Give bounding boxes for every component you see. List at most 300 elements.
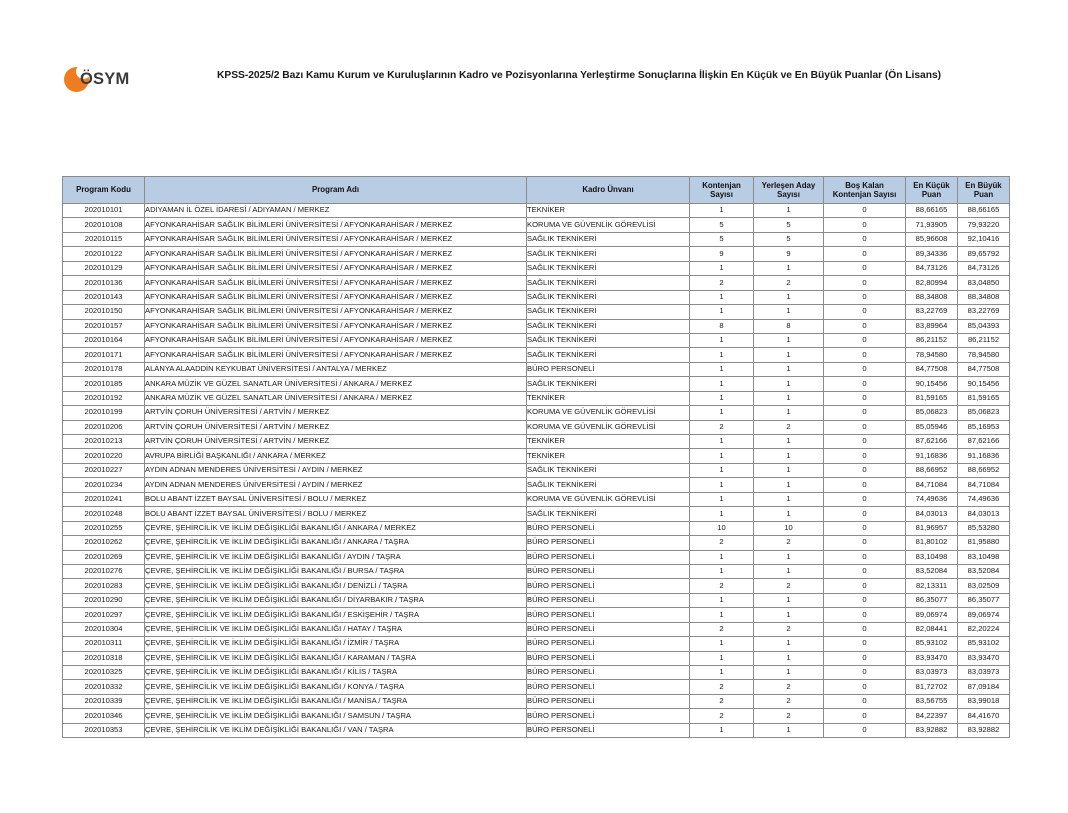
cell-program-adi: ÇEVRE, ŞEHİRCİLİK VE İKLİM DEĞİŞİKLİĞİ BAKANLIĞI / KİLİS / TAŞRA (145, 666, 527, 680)
cell-kadro-unvani: BÜRO PERSONELİ (527, 709, 690, 723)
column-header-yerlesen-aday: Yerleşen Aday Sayısı (754, 177, 824, 204)
cell-en-buyuk-puan: 88,66165 (958, 204, 1010, 218)
table-row (63, 608, 1010, 622)
cell-kadro-unvani: TEKNİKER (527, 449, 690, 463)
cell-en-kucuk-puan: 82,08441 (906, 622, 958, 636)
cell-program-kodu: 202010199 (63, 406, 145, 420)
cell-bos-kalan-kontenjan: 0 (824, 492, 906, 506)
cell-kadro-unvani: SAĞLIK TEKNİKERİ (527, 276, 690, 290)
cell-en-buyuk-puan: 84,73126 (958, 261, 1010, 275)
cell-kontenjan-sayisi: 1 (690, 637, 754, 651)
cell-program-kodu: 202010206 (63, 420, 145, 434)
cell-program-kodu: 202010185 (63, 377, 145, 391)
table-row (63, 391, 1010, 405)
cell-bos-kalan-kontenjan: 0 (824, 593, 906, 607)
table-row (63, 362, 1010, 376)
cell-kadro-unvani: SAĞLIK TEKNİKERİ (527, 247, 690, 261)
cell-program-kodu: 202010108 (63, 218, 145, 232)
cell-yerlesen-aday-sayisi: 1 (754, 305, 824, 319)
cell-en-buyuk-puan: 83,93470 (958, 651, 1010, 665)
cell-yerlesen-aday-sayisi: 1 (754, 377, 824, 391)
osym-logo-text: ÖSYM (80, 69, 130, 88)
cell-en-buyuk-puan: 83,22769 (958, 305, 1010, 319)
cell-bos-kalan-kontenjan: 0 (824, 232, 906, 246)
cell-yerlesen-aday-sayisi: 1 (754, 666, 824, 680)
cell-kadro-unvani: BÜRO PERSONELİ (527, 521, 690, 535)
cell-program-kodu: 202010150 (63, 305, 145, 319)
cell-kadro-unvani: SAĞLIK TEKNİKERİ (527, 290, 690, 304)
cell-program-kodu: 202010164 (63, 333, 145, 347)
column-header-program-kodu: Program Kodu (63, 177, 145, 204)
table-row (63, 622, 1010, 636)
cell-en-kucuk-puan: 90,15456 (906, 377, 958, 391)
cell-program-adi: ÇEVRE, ŞEHİRCİLİK VE İKLİM DEĞİŞİKLİĞİ BAKANLIĞI / HATAY / TAŞRA (145, 622, 527, 636)
cell-program-adi: AYDIN ADNAN MENDERES ÜNİVERSİTESİ / AYDIN / MERKEZ (145, 463, 527, 477)
column-header-kontenjan: Kontenjan Sayısı (690, 177, 754, 204)
table-row (63, 333, 1010, 347)
cell-en-buyuk-puan: 83,03973 (958, 666, 1010, 680)
cell-yerlesen-aday-sayisi: 1 (754, 507, 824, 521)
cell-bos-kalan-kontenjan: 0 (824, 608, 906, 622)
cell-kadro-unvani: BÜRO PERSONELİ (527, 536, 690, 550)
cell-yerlesen-aday-sayisi: 1 (754, 391, 824, 405)
cell-yerlesen-aday-sayisi: 8 (754, 319, 824, 333)
cell-program-adi: AFYONKARAHİSAR SAĞLIK BİLİMLERİ ÜNİVERSİTESİ / AFYONKARAHİSAR / MERKEZ (145, 305, 527, 319)
table-row (63, 550, 1010, 564)
cell-yerlesen-aday-sayisi: 2 (754, 579, 824, 593)
cell-program-kodu: 202010129 (63, 261, 145, 275)
cell-kontenjan-sayisi: 2 (690, 694, 754, 708)
cell-kontenjan-sayisi: 1 (690, 377, 754, 391)
cell-bos-kalan-kontenjan: 0 (824, 348, 906, 362)
cell-en-buyuk-puan: 89,06974 (958, 608, 1010, 622)
cell-en-buyuk-puan: 85,04393 (958, 319, 1010, 333)
cell-bos-kalan-kontenjan: 0 (824, 723, 906, 737)
cell-en-buyuk-puan: 84,71084 (958, 478, 1010, 492)
cell-kadro-unvani: SAĞLIK TEKNİKERİ (527, 348, 690, 362)
cell-en-kucuk-puan: 85,96608 (906, 232, 958, 246)
cell-en-kucuk-puan: 83,10498 (906, 550, 958, 564)
cell-kadro-unvani: BÜRO PERSONELİ (527, 564, 690, 578)
cell-yerlesen-aday-sayisi: 1 (754, 550, 824, 564)
table-row (63, 579, 1010, 593)
cell-program-adi: ÇEVRE, ŞEHİRCİLİK VE İKLİM DEĞİŞİKLİĞİ BAKANLIĞI / MANİSA / TAŞRA (145, 694, 527, 708)
cell-kadro-unvani: SAĞLIK TEKNİKERİ (527, 333, 690, 347)
cell-en-kucuk-puan: 83,93470 (906, 651, 958, 665)
osym-logo (64, 64, 129, 94)
cell-kadro-unvani: TEKNİKER (527, 391, 690, 405)
cell-en-kucuk-puan: 89,06974 (906, 608, 958, 622)
cell-yerlesen-aday-sayisi: 2 (754, 694, 824, 708)
cell-bos-kalan-kontenjan: 0 (824, 536, 906, 550)
cell-en-buyuk-puan: 85,16953 (958, 420, 1010, 434)
cell-program-kodu: 202010339 (63, 694, 145, 708)
cell-kadro-unvani: TEKNİKER (527, 435, 690, 449)
cell-kadro-unvani: KORUMA VE GÜVENLİK GÖREVLİSİ (527, 492, 690, 506)
cell-en-kucuk-puan: 84,71084 (906, 478, 958, 492)
cell-program-adi: AVRUPA BİRLİĞİ BAŞKANLIĞI / ANKARA / MERKEZ (145, 449, 527, 463)
cell-en-buyuk-puan: 91,16836 (958, 449, 1010, 463)
cell-bos-kalan-kontenjan: 0 (824, 579, 906, 593)
table-row (63, 478, 1010, 492)
cell-kontenjan-sayisi: 2 (690, 709, 754, 723)
cell-program-adi: ARTVİN ÇORUH ÜNİVERSİTESİ / ARTVİN / MERKEZ (145, 420, 527, 434)
cell-en-kucuk-puan: 83,52084 (906, 564, 958, 578)
cell-en-buyuk-puan: 84,03013 (958, 507, 1010, 521)
cell-yerlesen-aday-sayisi: 1 (754, 449, 824, 463)
cell-program-kodu: 202010311 (63, 637, 145, 651)
cell-kontenjan-sayisi: 9 (690, 247, 754, 261)
cell-kontenjan-sayisi: 1 (690, 391, 754, 405)
table-row (63, 463, 1010, 477)
cell-en-kucuk-puan: 81,72702 (906, 680, 958, 694)
cell-kadro-unvani: SAĞLIK TEKNİKERİ (527, 261, 690, 275)
results-table-container (62, 176, 1009, 738)
cell-bos-kalan-kontenjan: 0 (824, 666, 906, 680)
cell-kontenjan-sayisi: 1 (690, 550, 754, 564)
cell-kadro-unvani: TEKNİKER (527, 204, 690, 218)
table-row (63, 218, 1010, 232)
cell-bos-kalan-kontenjan: 0 (824, 420, 906, 434)
cell-kontenjan-sayisi: 1 (690, 723, 754, 737)
cell-bos-kalan-kontenjan: 0 (824, 507, 906, 521)
cell-en-buyuk-puan: 74,49636 (958, 492, 1010, 506)
cell-kontenjan-sayisi: 5 (690, 218, 754, 232)
cell-bos-kalan-kontenjan: 0 (824, 435, 906, 449)
column-header-program-adi: Program Adı (145, 177, 527, 204)
cell-kontenjan-sayisi: 1 (690, 666, 754, 680)
cell-yerlesen-aday-sayisi: 1 (754, 348, 824, 362)
cell-kadro-unvani: SAĞLIK TEKNİKERİ (527, 463, 690, 477)
cell-en-kucuk-puan: 84,73126 (906, 261, 958, 275)
table-row (63, 536, 1010, 550)
cell-en-buyuk-puan: 81,95880 (958, 536, 1010, 550)
cell-en-buyuk-puan: 83,92882 (958, 723, 1010, 737)
cell-en-kucuk-puan: 83,22769 (906, 305, 958, 319)
cell-kontenjan-sayisi: 1 (690, 362, 754, 376)
cell-program-kodu: 202010262 (63, 536, 145, 550)
cell-en-buyuk-puan: 85,06823 (958, 406, 1010, 420)
cell-program-adi: AFYONKARAHİSAR SAĞLIK BİLİMLERİ ÜNİVERSİTESİ / AFYONKARAHİSAR / MERKEZ (145, 276, 527, 290)
cell-program-adi: ARTVİN ÇORUH ÜNİVERSİTESİ / ARTVİN / MERKEZ (145, 406, 527, 420)
cell-kontenjan-sayisi: 1 (690, 564, 754, 578)
cell-yerlesen-aday-sayisi: 1 (754, 723, 824, 737)
cell-program-kodu: 202010178 (63, 362, 145, 376)
cell-yerlesen-aday-sayisi: 1 (754, 362, 824, 376)
cell-program-kodu: 202010115 (63, 232, 145, 246)
cell-en-kucuk-puan: 82,80994 (906, 276, 958, 290)
cell-bos-kalan-kontenjan: 0 (824, 333, 906, 347)
cell-yerlesen-aday-sayisi: 2 (754, 680, 824, 694)
cell-program-adi: ÇEVRE, ŞEHİRCİLİK VE İKLİM DEĞİŞİKLİĞİ BAKANLIĞI / İZMİR / TAŞRA (145, 637, 527, 651)
cell-yerlesen-aday-sayisi: 2 (754, 276, 824, 290)
cell-en-kucuk-puan: 83,92882 (906, 723, 958, 737)
cell-en-buyuk-puan: 83,02509 (958, 579, 1010, 593)
cell-program-adi: ADIYAMAN İL ÖZEL İDARESİ / ADIYAMAN / MERKEZ (145, 204, 527, 218)
table-row (63, 232, 1010, 246)
cell-en-buyuk-puan: 85,93102 (958, 637, 1010, 651)
cell-bos-kalan-kontenjan: 0 (824, 463, 906, 477)
cell-yerlesen-aday-sayisi: 2 (754, 709, 824, 723)
cell-en-kucuk-puan: 83,03973 (906, 666, 958, 680)
cell-bos-kalan-kontenjan: 0 (824, 391, 906, 405)
cell-program-adi: ÇEVRE, ŞEHİRCİLİK VE İKLİM DEĞİŞİKLİĞİ BAKANLIĞI / ANKARA / TAŞRA (145, 536, 527, 550)
cell-program-kodu: 202010297 (63, 608, 145, 622)
cell-yerlesen-aday-sayisi: 1 (754, 435, 824, 449)
cell-en-kucuk-puan: 81,59165 (906, 391, 958, 405)
cell-yerlesen-aday-sayisi: 2 (754, 536, 824, 550)
cell-kadro-unvani: KORUMA VE GÜVENLİK GÖREVLİSİ (527, 420, 690, 434)
cell-en-buyuk-puan: 83,04850 (958, 276, 1010, 290)
cell-program-kodu: 202010353 (63, 723, 145, 737)
cell-program-adi: ÇEVRE, ŞEHİRCİLİK VE İKLİM DEĞİŞİKLİĞİ BAKANLIĞI / ANKARA / MERKEZ (145, 521, 527, 535)
table-row (63, 305, 1010, 319)
table-row (63, 637, 1010, 651)
cell-kontenjan-sayisi: 2 (690, 622, 754, 636)
cell-en-kucuk-puan: 81,80102 (906, 536, 958, 550)
table-row (63, 694, 1010, 708)
cell-en-buyuk-puan: 86,35077 (958, 593, 1010, 607)
cell-program-kodu: 202010143 (63, 290, 145, 304)
cell-en-kucuk-puan: 78,94580 (906, 348, 958, 362)
cell-program-kodu: 202010157 (63, 319, 145, 333)
cell-en-buyuk-puan: 81,59165 (958, 391, 1010, 405)
cell-en-kucuk-puan: 81,96957 (906, 521, 958, 535)
cell-en-kucuk-puan: 86,21152 (906, 333, 958, 347)
page-title: KPSS-2025/2 Bazı Kamu Kurum ve Kuruluşlarının Kadro ve Pozisyonlarına Yerleştirme Sonuçlarına İlişkin En Küçük ve En Büyük Puanlar (Ön Lisans) (216, 70, 942, 81)
results-table (62, 176, 1010, 738)
cell-kontenjan-sayisi: 1 (690, 333, 754, 347)
cell-kadro-unvani: SAĞLIK TEKNİKERİ (527, 232, 690, 246)
cell-kontenjan-sayisi: 5 (690, 232, 754, 246)
cell-kontenjan-sayisi: 1 (690, 478, 754, 492)
cell-en-buyuk-puan: 89,65792 (958, 247, 1010, 261)
cell-kadro-unvani: BÜRO PERSONELİ (527, 694, 690, 708)
cell-kadro-unvani: KORUMA VE GÜVENLİK GÖREVLİSİ (527, 218, 690, 232)
cell-kadro-unvani: BÜRO PERSONELİ (527, 651, 690, 665)
cell-en-buyuk-puan: 87,62166 (958, 435, 1010, 449)
table-row (63, 723, 1010, 737)
cell-bos-kalan-kontenjan: 0 (824, 651, 906, 665)
cell-en-kucuk-puan: 83,89964 (906, 319, 958, 333)
cell-kadro-unvani: SAĞLIK TEKNİKERİ (527, 319, 690, 333)
cell-program-adi: ÇEVRE, ŞEHİRCİLİK VE İKLİM DEĞİŞİKLİĞİ BAKANLIĞI / BURSA / TAŞRA (145, 564, 527, 578)
cell-en-kucuk-puan: 89,34336 (906, 247, 958, 261)
document-header (0, 58, 1068, 116)
cell-en-buyuk-puan: 82,20224 (958, 622, 1010, 636)
cell-kontenjan-sayisi: 2 (690, 680, 754, 694)
table-row (63, 521, 1010, 535)
cell-yerlesen-aday-sayisi: 1 (754, 492, 824, 506)
cell-kontenjan-sayisi: 1 (690, 290, 754, 304)
cell-en-kucuk-puan: 84,03013 (906, 507, 958, 521)
cell-kontenjan-sayisi: 1 (690, 507, 754, 521)
cell-kontenjan-sayisi: 10 (690, 521, 754, 535)
cell-program-adi: AYDIN ADNAN MENDERES ÜNİVERSİTESİ / AYDIN / MERKEZ (145, 478, 527, 492)
cell-program-kodu: 202010213 (63, 435, 145, 449)
cell-en-kucuk-puan: 71,93905 (906, 218, 958, 232)
cell-en-buyuk-puan: 88,66952 (958, 463, 1010, 477)
cell-program-kodu: 202010269 (63, 550, 145, 564)
cell-en-kucuk-puan: 91,16836 (906, 449, 958, 463)
cell-kontenjan-sayisi: 1 (690, 492, 754, 506)
cell-kontenjan-sayisi: 1 (690, 593, 754, 607)
cell-yerlesen-aday-sayisi: 2 (754, 622, 824, 636)
cell-program-kodu: 202010220 (63, 449, 145, 463)
cell-program-adi: AFYONKARAHİSAR SAĞLIK BİLİMLERİ ÜNİVERSİTESİ / AFYONKARAHİSAR / MERKEZ (145, 232, 527, 246)
cell-kontenjan-sayisi: 1 (690, 449, 754, 463)
cell-bos-kalan-kontenjan: 0 (824, 290, 906, 304)
cell-kadro-unvani: BÜRO PERSONELİ (527, 666, 690, 680)
cell-kadro-unvani: BÜRO PERSONELİ (527, 723, 690, 737)
cell-en-kucuk-puan: 86,35077 (906, 593, 958, 607)
column-header-en-buyuk-puan: En Büyük Puan (958, 177, 1010, 204)
cell-yerlesen-aday-sayisi: 1 (754, 608, 824, 622)
document-page (0, 58, 1068, 813)
cell-yerlesen-aday-sayisi: 2 (754, 420, 824, 434)
cell-yerlesen-aday-sayisi: 1 (754, 564, 824, 578)
cell-program-kodu: 202010318 (63, 651, 145, 665)
cell-en-kucuk-puan: 84,22397 (906, 709, 958, 723)
cell-kontenjan-sayisi: 8 (690, 319, 754, 333)
cell-kontenjan-sayisi: 1 (690, 348, 754, 362)
cell-program-adi: ANKARA MÜZİK VE GÜZEL SANATLAR ÜNİVERSİTESİ / ANKARA / MERKEZ (145, 391, 527, 405)
cell-kadro-unvani: BÜRO PERSONELİ (527, 362, 690, 376)
cell-en-kucuk-puan: 88,34808 (906, 290, 958, 304)
cell-bos-kalan-kontenjan: 0 (824, 362, 906, 376)
cell-kadro-unvani: BÜRO PERSONELİ (527, 637, 690, 651)
cell-en-kucuk-puan: 82,13311 (906, 579, 958, 593)
cell-program-adi: AFYONKARAHİSAR SAĞLIK BİLİMLERİ ÜNİVERSİTESİ / AFYONKARAHİSAR / MERKEZ (145, 261, 527, 275)
table-row (63, 564, 1010, 578)
cell-program-adi: BOLU ABANT İZZET BAYSAL ÜNİVERSİTESİ / BOLU / MERKEZ (145, 492, 527, 506)
cell-kadro-unvani: SAĞLIK TEKNİKERİ (527, 305, 690, 319)
cell-bos-kalan-kontenjan: 0 (824, 637, 906, 651)
cell-en-buyuk-puan: 83,52084 (958, 564, 1010, 578)
cell-yerlesen-aday-sayisi: 1 (754, 637, 824, 651)
cell-bos-kalan-kontenjan: 0 (824, 449, 906, 463)
cell-kontenjan-sayisi: 2 (690, 536, 754, 550)
cell-en-buyuk-puan: 78,94580 (958, 348, 1010, 362)
cell-yerlesen-aday-sayisi: 1 (754, 261, 824, 275)
cell-program-adi: AFYONKARAHİSAR SAĞLIK BİLİMLERİ ÜNİVERSİTESİ / AFYONKARAHİSAR / MERKEZ (145, 290, 527, 304)
cell-kontenjan-sayisi: 1 (690, 435, 754, 449)
cell-kontenjan-sayisi: 1 (690, 651, 754, 665)
table-row (63, 276, 1010, 290)
cell-yerlesen-aday-sayisi: 1 (754, 463, 824, 477)
cell-program-kodu: 202010241 (63, 492, 145, 506)
cell-kontenjan-sayisi: 2 (690, 579, 754, 593)
table-row (63, 348, 1010, 362)
cell-program-adi: BOLU ABANT İZZET BAYSAL ÜNİVERSİTESİ / BOLU / MERKEZ (145, 507, 527, 521)
cell-program-kodu: 202010346 (63, 709, 145, 723)
cell-program-adi: ÇEVRE, ŞEHİRCİLİK VE İKLİM DEĞİŞİKLİĞİ BAKANLIĞI / DENİZLİ / TAŞRA (145, 579, 527, 593)
cell-en-buyuk-puan: 92,10416 (958, 232, 1010, 246)
column-header-en-kucuk-puan: En Küçük Puan (906, 177, 958, 204)
cell-kadro-unvani: BÜRO PERSONELİ (527, 550, 690, 564)
cell-en-buyuk-puan: 79,93220 (958, 218, 1010, 232)
cell-en-buyuk-puan: 86,21152 (958, 333, 1010, 347)
table-row (63, 319, 1010, 333)
cell-program-kodu: 202010255 (63, 521, 145, 535)
cell-en-buyuk-puan: 85,53280 (958, 521, 1010, 535)
cell-kontenjan-sayisi: 1 (690, 261, 754, 275)
cell-program-kodu: 202010248 (63, 507, 145, 521)
cell-kontenjan-sayisi: 1 (690, 608, 754, 622)
cell-program-kodu: 202010276 (63, 564, 145, 578)
cell-en-kucuk-puan: 85,05946 (906, 420, 958, 434)
cell-en-buyuk-puan: 90,15456 (958, 377, 1010, 391)
cell-bos-kalan-kontenjan: 0 (824, 406, 906, 420)
cell-program-adi: ÇEVRE, ŞEHİRCİLİK VE İKLİM DEĞİŞİKLİĞİ BAKANLIĞI / DİYARBAKIR / TAŞRA (145, 593, 527, 607)
cell-bos-kalan-kontenjan: 0 (824, 680, 906, 694)
cell-kadro-unvani: KORUMA VE GÜVENLİK GÖREVLİSİ (527, 406, 690, 420)
table-row (63, 666, 1010, 680)
cell-program-adi: AFYONKARAHİSAR SAĞLIK BİLİMLERİ ÜNİVERSİTESİ / AFYONKARAHİSAR / MERKEZ (145, 319, 527, 333)
cell-kadro-unvani: BÜRO PERSONELİ (527, 579, 690, 593)
cell-program-kodu: 202010304 (63, 622, 145, 636)
cell-program-kodu: 202010122 (63, 247, 145, 261)
cell-en-buyuk-puan: 88,34808 (958, 290, 1010, 304)
cell-en-buyuk-puan: 83,10498 (958, 550, 1010, 564)
cell-kadro-unvani: BÜRO PERSONELİ (527, 680, 690, 694)
cell-program-adi: ARTVİN ÇORUH ÜNİVERSİTESİ / ARTVİN / MERKEZ (145, 435, 527, 449)
cell-kontenjan-sayisi: 1 (690, 305, 754, 319)
cell-program-kodu: 202010192 (63, 391, 145, 405)
cell-en-kucuk-puan: 85,06823 (906, 406, 958, 420)
table-row (63, 290, 1010, 304)
cell-program-adi: ÇEVRE, ŞEHİRCİLİK VE İKLİM DEĞİŞİKLİĞİ BAKANLIĞI / KONYA / TAŞRA (145, 680, 527, 694)
table-row (63, 435, 1010, 449)
cell-program-adi: ÇEVRE, ŞEHİRCİLİK VE İKLİM DEĞİŞİKLİĞİ BAKANLIĞI / KARAMAN / TAŞRA (145, 651, 527, 665)
cell-program-adi: AFYONKARAHİSAR SAĞLIK BİLİMLERİ ÜNİVERSİTESİ / AFYONKARAHİSAR / MERKEZ (145, 218, 527, 232)
cell-program-kodu: 202010171 (63, 348, 145, 362)
table-row (63, 420, 1010, 434)
cell-kontenjan-sayisi: 1 (690, 463, 754, 477)
table-row (63, 247, 1010, 261)
cell-bos-kalan-kontenjan: 0 (824, 319, 906, 333)
cell-kadro-unvani: SAĞLIK TEKNİKERİ (527, 478, 690, 492)
table-row (63, 507, 1010, 521)
table-row (63, 204, 1010, 218)
table-row (63, 593, 1010, 607)
cell-program-adi: ÇEVRE, ŞEHİRCİLİK VE İKLİM DEĞİŞİKLİĞİ BAKANLIĞI / SAMSUN / TAŞRA (145, 709, 527, 723)
cell-kontenjan-sayisi: 2 (690, 420, 754, 434)
cell-program-adi: ÇEVRE, ŞEHİRCİLİK VE İKLİM DEĞİŞİKLİĞİ BAKANLIĞI / VAN / TAŞRA (145, 723, 527, 737)
cell-en-kucuk-puan: 85,93102 (906, 637, 958, 651)
cell-bos-kalan-kontenjan: 0 (824, 521, 906, 535)
cell-yerlesen-aday-sayisi: 5 (754, 218, 824, 232)
cell-kadro-unvani: BÜRO PERSONELİ (527, 593, 690, 607)
cell-yerlesen-aday-sayisi: 1 (754, 333, 824, 347)
table-row (63, 651, 1010, 665)
table-row (63, 449, 1010, 463)
cell-program-kodu: 202010136 (63, 276, 145, 290)
table-row (63, 709, 1010, 723)
cell-program-kodu: 202010227 (63, 463, 145, 477)
cell-yerlesen-aday-sayisi: 1 (754, 593, 824, 607)
table-body (63, 204, 1010, 738)
cell-en-kucuk-puan: 88,66952 (906, 463, 958, 477)
cell-program-adi: ALANYA ALAADDİN KEYKUBAT ÜNİVERSİTESİ / ANTALYA / MERKEZ (145, 362, 527, 376)
cell-yerlesen-aday-sayisi: 1 (754, 478, 824, 492)
cell-program-kodu: 202010283 (63, 579, 145, 593)
cell-en-buyuk-puan: 84,41670 (958, 709, 1010, 723)
cell-kadro-unvani: SAĞLIK TEKNİKERİ (527, 507, 690, 521)
cell-bos-kalan-kontenjan: 0 (824, 564, 906, 578)
cell-bos-kalan-kontenjan: 0 (824, 247, 906, 261)
cell-bos-kalan-kontenjan: 0 (824, 204, 906, 218)
